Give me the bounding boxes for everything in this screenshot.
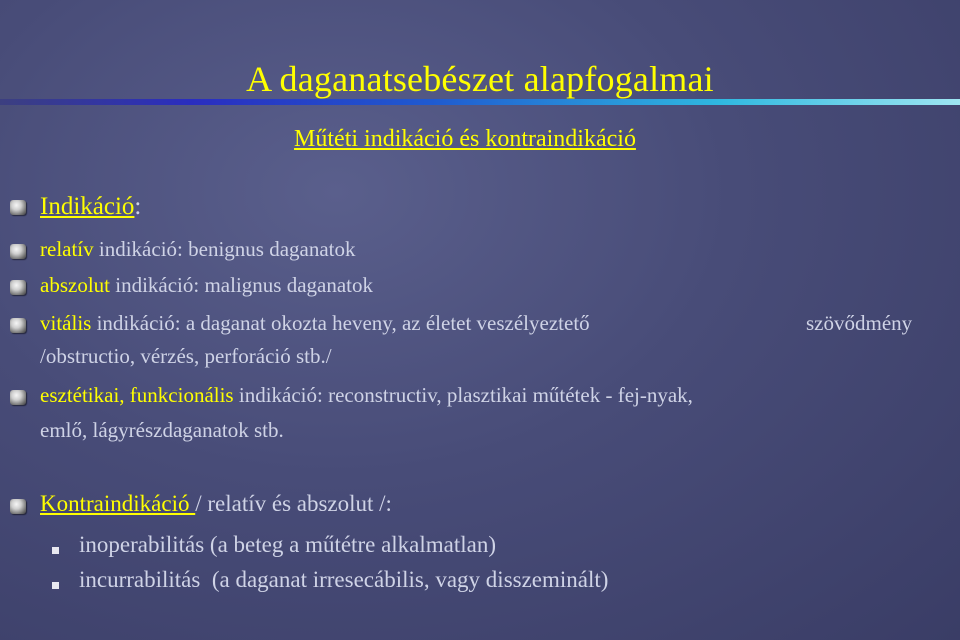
item-text: indikáció: benignus daganatok (93, 237, 356, 261)
bullet-icon (10, 318, 26, 333)
indikacio-heading-colon: : (134, 193, 142, 220)
item-highlight: esztétikai, funkcionális (40, 383, 234, 407)
list-item (40, 273, 373, 298)
kontraindikacio-heading-word: Kontraindikáció (40, 491, 196, 516)
slide-title: A daganatsebészet alapfogalmai (246, 59, 714, 99)
sub-list-item: inoperabilitás (a beteg a műtétre alkalmatlan) (79, 532, 497, 557)
list-item (40, 237, 356, 262)
sub-list-item: incurrabilitás (a daganat irresecábilis, vagy disszeminált) (79, 567, 609, 592)
item-text-tail: szövődmény (806, 311, 913, 335)
item-text-continuation: /obstructio, vérzés, perforáció stb./ (40, 344, 332, 368)
bullet-icon (10, 280, 26, 295)
item-text: indikáció: reconstructiv, plasztikai műtétek - fej-nyak, (233, 383, 693, 407)
square-bullet-icon (52, 582, 59, 589)
list-item (40, 311, 590, 336)
bullet-icon (10, 200, 26, 215)
item-text: indikáció: malignus daganatok (109, 273, 374, 297)
title-divider (0, 99, 960, 105)
item-highlight: abszolut (40, 273, 110, 297)
item-text-continuation: emlő, lágyrészdaganatok stb. (40, 418, 284, 442)
bullet-icon (10, 499, 26, 514)
slide-subtitle: Műtéti indikáció és kontraindikáció (294, 126, 636, 152)
kontraindikacio-heading (40, 491, 392, 517)
item-highlight: relatív (40, 237, 94, 261)
indikacio-heading (40, 193, 141, 221)
bullet-icon (10, 390, 26, 405)
bullet-icon (10, 244, 26, 259)
indikacio-heading-word: Indikáció (40, 193, 135, 220)
item-highlight: vitális (40, 311, 92, 335)
kontraindikacio-heading-rest: / relatív és abszolut /: (195, 491, 392, 516)
list-item (40, 383, 693, 408)
square-bullet-icon (52, 547, 59, 554)
item-text: indikáció: a daganat okozta heveny, az életet veszélyeztető (91, 311, 590, 335)
